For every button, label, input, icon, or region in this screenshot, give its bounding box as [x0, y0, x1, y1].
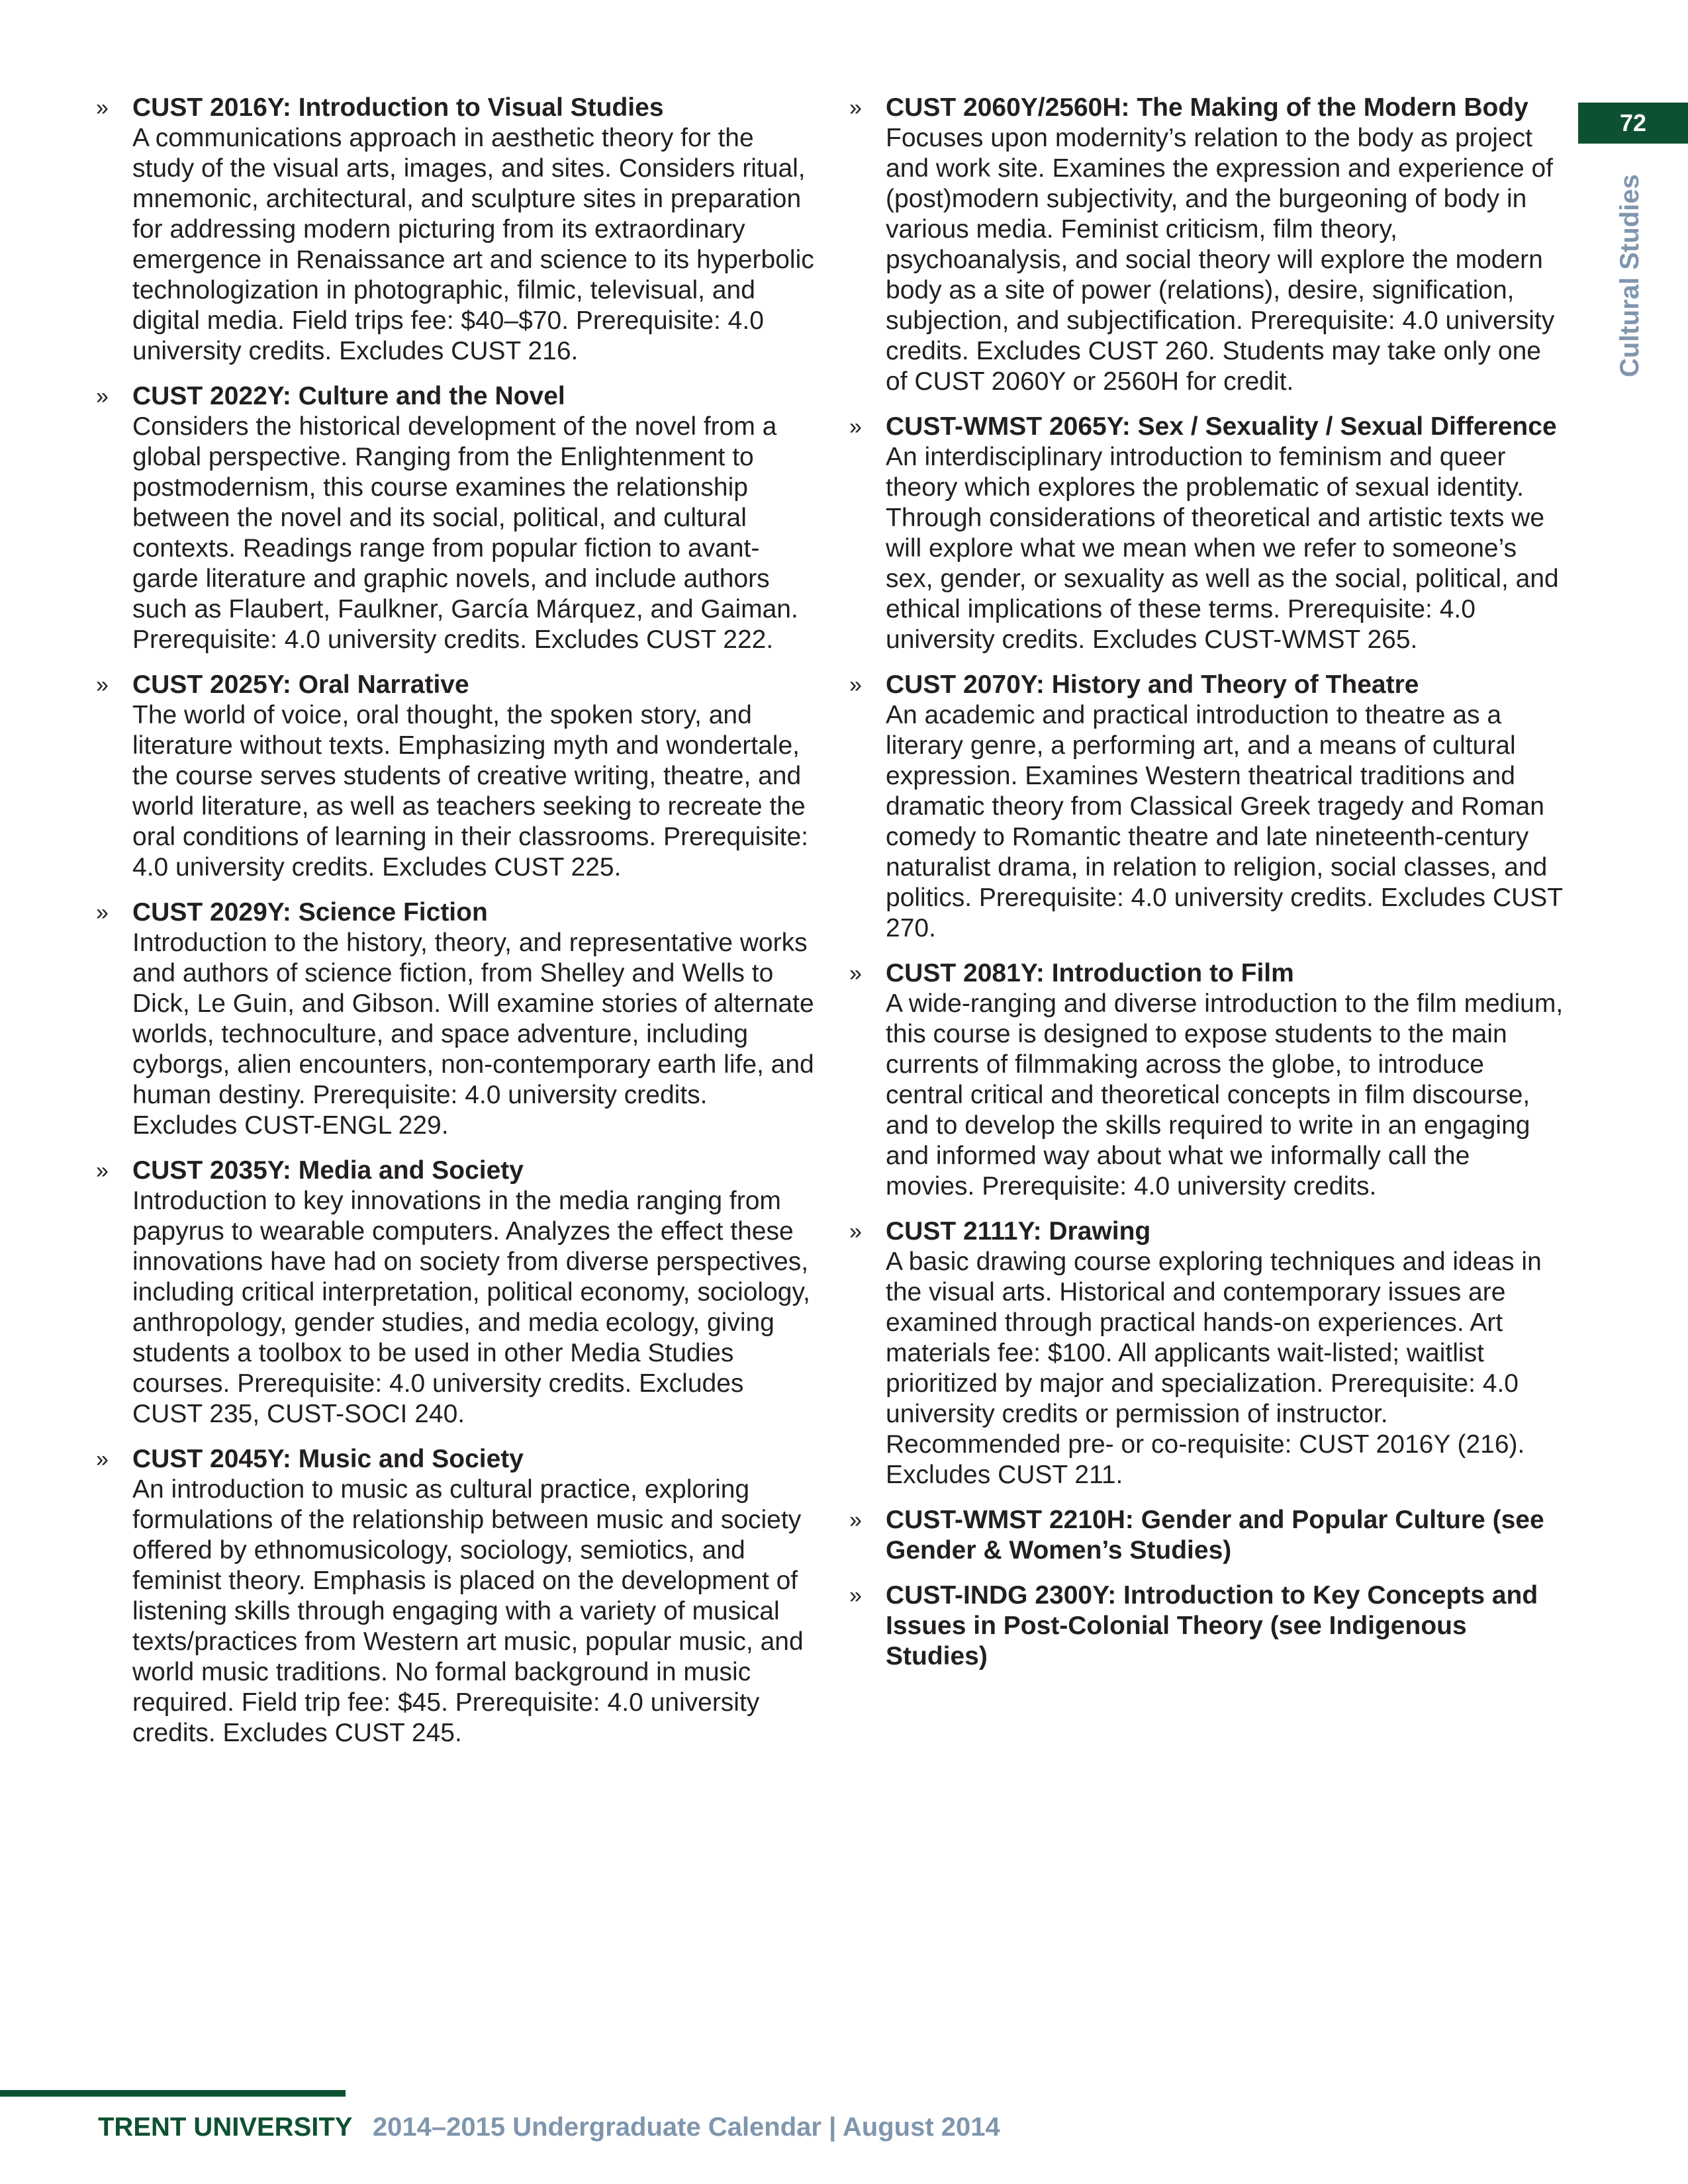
- course-description: An academic and practical introduction to theatre as a literary genre, a performing art, and a means of cultural expression. Examines Western theatrical traditions and dramatic theory from Classical Greek tragedy and Roman comedy to Romantic theatre and late nineteenth-century naturalist drama, in relation to religion, social classes, and politics. Prerequisite: 4.0 university credits. Excludes CUST 270.: [886, 701, 1563, 942]
- right-column: [846, 93, 1565, 1686]
- bullet-marker: »: [96, 1158, 109, 1183]
- course-title: CUST 2070Y: History and Theory of Theatre: [886, 670, 1419, 699]
- course-description: An introduction to music as cultural practice, exploring formulations of the relationship between music and society offered by ethnomusicology, sociology, semiotics, and feminist theory. Emphasis is placed on the development of listening skills through engaging with a variety of musical texts/practices from Western art music, popular music, and world music traditions. No formal background in music required. Field trip fee: $45. Prerequisite: 4.0 university credits. Excludes CUST 245.: [132, 1475, 804, 1747]
- course-entry: [846, 1505, 1565, 1566]
- course-title: CUST-INDG 2300Y: Introduction to Key Concepts and Issues in Post-Colonial Theory (see Indigenous Studies): [886, 1581, 1538, 1670]
- course-entry: [846, 1216, 1565, 1490]
- course-description: Introduction to key innovations in the media ranging from papyrus to wearable computers. Analyzes the effect these innovations have had on society from diverse perspectives, including critical interpretation, political economy, sociology, anthropology, gender studies, and media ecology, giving students a toolbox to be used in other Media Studies courses. Prerequisite: 4.0 university credits. Excludes CUST 235, CUST-SOCI 240.: [132, 1187, 810, 1428]
- course-description: A communications approach in aesthetic theory for the study of the visual arts, images, and sites. Considers ritual, mnemonic, architectural, and sculpture sites in preparation for addressing modern picturing from its extraordinary emergence in Renaissance art and science to its hyperbolic technologization in photographic, filmic, televisual, and digital media. Field trips fee: $40–$70. Prerequisite: 4.0 university credits. Excludes CUST 216.: [132, 124, 814, 365]
- course-entry: [846, 93, 1565, 397]
- bullet-marker: »: [849, 672, 862, 698]
- course-title: CUST 2060Y/2560H: The Making of the Modern Body: [886, 93, 1528, 122]
- course-entry: [93, 1444, 814, 1749]
- course-entry: [93, 93, 814, 367]
- bullet-marker: »: [849, 414, 862, 439]
- course-title: CUST 2025Y: Oral Narrative: [132, 670, 469, 699]
- footer-rule: [0, 2090, 346, 2097]
- course-description: Considers the historical development of the novel from a global perspective. Ranging from the Enlightenment to postmodernism, this course examines the relationship between the novel and its social, political, and cultural contexts. Readings range from popular fiction to avant-garde literature and graphic novels, and include authors such as Flaubert, Faulkner, García Márquez, and Gaiman. Prerequisite: 4.0 university credits. Excludes CUST 222.: [132, 412, 798, 654]
- course-description: Focuses upon modernity’s relation to the body as project and work site. Examines the expression and experience of (post)modern subjectivity, and the burgeoning of body in various media. Feminist criticism, film theory, psychoanalysis, and social theory will explore the modern body as a site of power (relations), desire, signification, subjection, and subjectification. Prerequisite: 4.0 university credits. Excludes CUST 260. Students may take only one of CUST 2060Y or 2560H for credit.: [886, 124, 1555, 396]
- course-title: CUST 2081Y: Introduction to Film: [886, 959, 1294, 987]
- footer-calendar: 2014–2015 Undergraduate Calendar | August 2014: [372, 2113, 1000, 2142]
- course-description: The world of voice, oral thought, the spoken story, and literature without texts. Emphasizing myth and wondertale, the course serves students of creative writing, theatre, and world literature, as well as teachers seeking to recreate the oral conditions of learning in their classrooms. Prerequisite: 4.0 university credits. Excludes CUST 225.: [132, 701, 808, 882]
- course-entry: [93, 670, 814, 883]
- footer-university: TRENT UNIVERSITY: [98, 2113, 352, 2142]
- left-column: [93, 93, 814, 1763]
- course-entry: [93, 381, 814, 655]
- course-title: CUST 2045Y: Music and Society: [132, 1445, 524, 1473]
- bullet-marker: »: [96, 384, 109, 409]
- course-entry: [846, 1580, 1565, 1672]
- course-title: CUST-WMST 2210H: Gender and Popular Culture (see Gender & Women’s Studies): [886, 1506, 1544, 1565]
- course-entry: [93, 1156, 814, 1430]
- course-title: CUST 2111Y: Drawing: [886, 1217, 1151, 1246]
- page-number-tab: [1578, 103, 1688, 144]
- bullet-marker: »: [96, 95, 109, 120]
- course-description: Introduction to the history, theory, and representative works and authors of science fiction, from Shelley and Wells to Dick, Le Guin, and Gibson. Will examine stories of alternate worlds, technoculture, and space adventure, including cyborgs, alien encounters, non-contemporary earth life, and human destiny. Prerequisite: 4.0 university credits. Excludes CUST-ENGL 229.: [132, 929, 814, 1140]
- course-title: CUST 2035Y: Media and Society: [132, 1156, 524, 1185]
- bullet-marker: »: [849, 1219, 862, 1244]
- course-entry: [846, 958, 1565, 1202]
- course-description: An interdisciplinary introduction to feminism and queer theory which explores the problematic of sexual identity. Through considerations of theoretical and artistic texts we will explore what we mean when we refer to someone’s sex, gender, or sexuality as well as the social, political, and ethical implications of these terms. Prerequisite: 4.0 university credits. Excludes CUST-WMST 265.: [886, 443, 1559, 654]
- bullet-marker: »: [96, 1447, 109, 1472]
- course-description: A basic drawing course exploring techniques and ideas in the visual arts. Historical and contemporary issues are examined through practical hands-on experiences. Art materials fee: $100. All applicants wait-listed; waitlist prioritized by major and specialization. Prerequisite: 4.0 university credits or permission of instructor. Recommended pre- or co-requisite: CUST 2016Y (216). Excludes CUST 211.: [886, 1248, 1542, 1489]
- bullet-marker: »: [849, 1508, 862, 1533]
- course-title: CUST 2029Y: Science Fiction: [132, 898, 488, 927]
- page-number: 72: [1619, 109, 1647, 136]
- course-entry: [846, 412, 1565, 655]
- section-name: Cultural Studies: [1615, 174, 1644, 377]
- bullet-marker: »: [96, 900, 109, 925]
- course-title: CUST 2016Y: Introduction to Visual Studies: [132, 93, 664, 122]
- bullet-marker: »: [849, 95, 862, 120]
- course-title: CUST-WMST 2065Y: Sex / Sexuality / Sexual Difference: [886, 412, 1557, 441]
- section-side-label: [1594, 165, 1644, 377]
- course-entry: [93, 897, 814, 1141]
- course-description: A wide-ranging and diverse introduction to the film medium, this course is designed to expose students to the main currents of filmmaking across the globe, to introduce central critical and theoretical concepts in film discourse, and to develop the skills required to write in an engaging and informed way about what we informally call the movies. Prerequisite: 4.0 university credits.: [886, 989, 1564, 1201]
- bullet-marker: »: [96, 672, 109, 698]
- course-title: CUST 2022Y: Culture and the Novel: [132, 382, 565, 410]
- course-entry: [846, 670, 1565, 944]
- bullet-marker: »: [849, 1583, 862, 1608]
- footer: [98, 2111, 1000, 2143]
- bullet-marker: »: [849, 961, 862, 986]
